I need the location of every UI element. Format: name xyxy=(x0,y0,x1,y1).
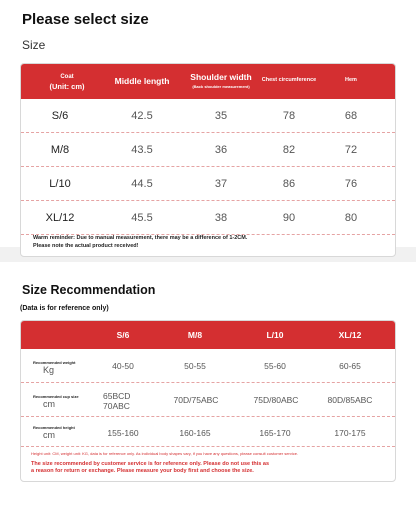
reference-note: (Data is for reference only) xyxy=(20,305,109,312)
table-row: S/6 42.5 35 78 68 xyxy=(21,99,395,133)
recommendation-title: Size Recommendation xyxy=(22,283,156,297)
page-title: Please select size xyxy=(22,11,149,28)
header-hem: Hem xyxy=(345,77,357,83)
warm-reminder: Warm reminder: Due to manual measurement, there may be a difference of 1-2CM. Please note the actual product received! xyxy=(33,235,248,249)
height-row: Recommended height cm 155-160 160-165 165-170 170-175 xyxy=(21,417,395,447)
size-subtitle: Size xyxy=(22,38,46,52)
header-chest: Chest circumference xyxy=(261,77,317,83)
size-chart-card xyxy=(20,63,396,257)
recommendation-header: S/6 M/8 L/10 XL/12 xyxy=(21,321,395,349)
weight-row: Recommended weight Kg 40-50 50-55 55-60 60-65 xyxy=(21,349,395,383)
footnote-small: Height unit: CM, weight unit: KG, data is for reference only. As individual body shapes vary, if you have any questions, please consult customer service. xyxy=(31,451,299,456)
recommendation-card xyxy=(20,320,396,482)
header-shoulder-width: Shoulder width (Back shoulder measurement) xyxy=(190,72,252,89)
header-middle-length: Middle length xyxy=(114,76,170,86)
table-row: XL/12 45.5 38 90 80 xyxy=(21,201,395,235)
footnote: The size recommended by customer service is for reference only. Please do not use this as a reason for return or exchange. Please measure your body first and choose the size. xyxy=(31,461,270,475)
header-coat: Coat (Unit: cm) xyxy=(49,74,85,91)
table-row: L/10 44.5 37 86 76 xyxy=(21,167,395,201)
size-chart-header xyxy=(21,64,395,99)
cup-size-row: Recommended cup size cm 65BCD 70ABC 70D/75ABC 75D/80ABC 80D/85ABC xyxy=(21,383,395,417)
table-row: M/8 43.5 36 82 72 xyxy=(21,133,395,167)
